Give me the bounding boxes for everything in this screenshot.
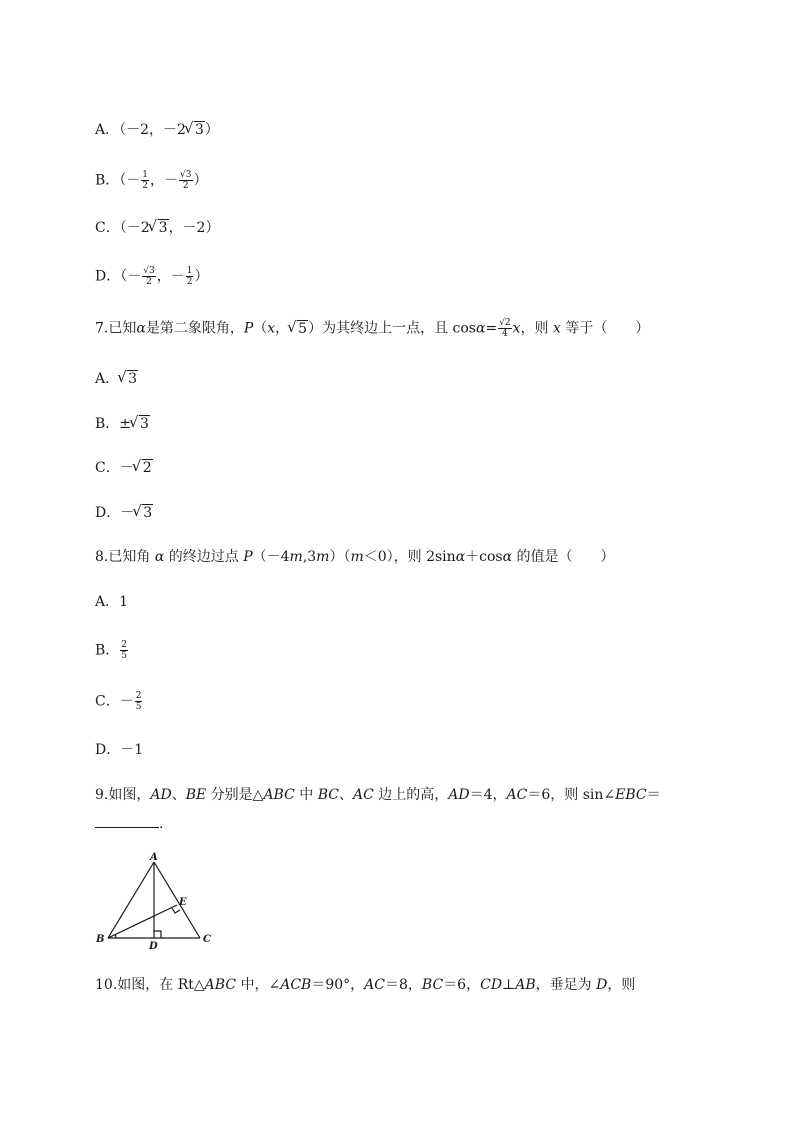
- var-m: m: [350, 549, 364, 565]
- q7-option-c: [95, 458, 153, 478]
- point-label-d: D: [149, 941, 158, 950]
- numerator: 2: [135, 691, 142, 701]
- var-p: P: [243, 320, 254, 337]
- stem-text: （: [253, 320, 268, 337]
- stem-text: 是第二象限角，: [145, 320, 244, 337]
- right-angle-mark-e: [172, 908, 180, 913]
- sqrt: [135, 503, 153, 523]
- q7-stem: [95, 318, 649, 339]
- option-label: A．: [95, 594, 120, 610]
- denominator: 2: [142, 181, 149, 191]
- stem-text: 9.如图，: [95, 787, 151, 803]
- point-label-a: A: [150, 852, 158, 863]
- radicand: 3: [140, 416, 149, 432]
- option-label: A．: [95, 371, 120, 387]
- denominator: 5: [135, 702, 142, 712]
- q7-option-b: [95, 414, 150, 434]
- q6-option-b: [95, 170, 208, 191]
- stem-text: ＝: [646, 787, 661, 803]
- var-alpha: α: [154, 549, 165, 565]
- radicand: 2: [142, 460, 152, 476]
- option-label: C．: [95, 460, 120, 476]
- var-ac: AC: [364, 977, 385, 993]
- stem-text: ＝6，则 sin∠: [527, 787, 616, 803]
- q8-option-a: [95, 592, 128, 612]
- option-text: （－: [120, 268, 142, 285]
- radicand: 3: [143, 505, 153, 521]
- var-ad: AD: [448, 787, 470, 803]
- stem-text: ,3: [302, 549, 317, 565]
- q6-option-c: [95, 218, 219, 238]
- stem-text: ＝4，: [469, 787, 507, 803]
- stem-text: =: [485, 320, 498, 337]
- q8-option-b: [95, 640, 129, 661]
- sqrt: [135, 458, 153, 478]
- sqrt: [132, 414, 150, 434]
- sqrt: [120, 369, 138, 389]
- option-label: C．: [95, 693, 120, 710]
- var-alpha: α: [136, 320, 146, 337]
- stem-text: ，垂足为: [535, 977, 597, 993]
- radicand: 5: [298, 320, 308, 337]
- option-text: ）: [204, 122, 219, 138]
- option-label: C．: [95, 220, 120, 236]
- q8-option-c: [95, 691, 143, 712]
- sqrt: [290, 319, 308, 339]
- sqrt: [151, 218, 169, 238]
- option-text: ，－: [150, 172, 179, 189]
- var-x: x: [553, 320, 561, 337]
- var-m: m: [289, 549, 303, 565]
- point-label-b: B: [96, 934, 105, 945]
- fraction: [120, 640, 128, 661]
- stem-text: 7.已知: [95, 320, 137, 337]
- stem-text: ＋cos: [465, 549, 503, 565]
- stem-text: ，则: [607, 977, 636, 993]
- option-label: D．: [95, 505, 121, 521]
- right-angle-mark-d: [154, 931, 161, 938]
- option-label: D．: [95, 268, 121, 285]
- option-text: ±: [119, 416, 132, 432]
- stem-text: 10.如图，在 Rt△: [95, 977, 205, 993]
- answer-blank: [95, 815, 159, 828]
- var-alpha: α: [475, 320, 486, 337]
- option-text: －1: [120, 742, 144, 758]
- stem-text: .: [159, 816, 164, 832]
- q8-option-d: [95, 740, 143, 760]
- numerator: 2: [121, 640, 128, 650]
- var-x: x: [512, 320, 521, 337]
- option-label: A．: [95, 122, 120, 138]
- q7-option-a: [95, 369, 138, 389]
- radicand: 3: [158, 220, 168, 236]
- numerator: √2: [499, 318, 511, 328]
- numerator: √3: [143, 266, 155, 276]
- var-p: P: [243, 549, 253, 565]
- stem-text: 的值是（ ）: [512, 549, 615, 565]
- var-be: BE: [185, 787, 207, 803]
- numerator: √3: [180, 170, 192, 180]
- sqrt: [187, 120, 205, 140]
- numerator: 1: [186, 266, 193, 276]
- q9-stem: [95, 785, 661, 805]
- stem-text: 边上的高，: [373, 787, 449, 803]
- stem-text: ＝8，: [385, 977, 422, 993]
- var-ab: AB: [515, 977, 536, 993]
- stem-text: 中，∠: [236, 977, 281, 993]
- stem-text: ＝6，: [443, 977, 481, 993]
- stem-text: 分别是△: [206, 787, 264, 803]
- denominator: 4: [502, 329, 508, 339]
- var-ad: AD: [150, 787, 172, 803]
- fraction: [135, 691, 143, 712]
- fraction: [498, 318, 511, 339]
- var-bc: BC: [421, 977, 444, 993]
- stem-text: ⊥: [502, 977, 516, 993]
- q6-option-d: [95, 266, 208, 287]
- var-acb: ACB: [280, 977, 312, 993]
- stem-text: 的终边过点: [164, 549, 244, 565]
- option-text: －: [119, 460, 134, 476]
- q7-option-d: [95, 503, 153, 523]
- q10-stem: [95, 975, 635, 995]
- stem-text: ）为其终边上一点，且 cos: [308, 320, 476, 337]
- numerator: 1: [142, 170, 149, 180]
- denominator: 2: [182, 181, 189, 191]
- q6-option-a: [95, 120, 219, 140]
- side-ac: [154, 862, 200, 938]
- denominator: 5: [121, 651, 128, 661]
- var-abc: ABC: [263, 787, 295, 803]
- q9-answer-blank: [95, 814, 163, 834]
- var-cd: CD: [480, 977, 503, 993]
- stem-text: 、: [171, 787, 186, 803]
- option-label: B．: [95, 172, 120, 189]
- radicand: 3: [194, 122, 204, 138]
- stem-text: 8.已知角: [95, 549, 155, 565]
- q8-stem: [95, 547, 615, 567]
- radicand: 3: [128, 371, 138, 387]
- stem-text: 、: [338, 787, 353, 803]
- stem-text: 等于（ ）: [560, 320, 650, 337]
- stem-text: ，则: [520, 320, 554, 337]
- var-bc: BC: [317, 787, 339, 803]
- stem-text: 中: [294, 787, 318, 803]
- stem-text: ＝90°，: [311, 977, 365, 993]
- var-alpha: α: [502, 549, 513, 565]
- stem-text: （－4: [252, 549, 290, 565]
- option-label: B．: [95, 416, 120, 432]
- option-text: ，－2）: [168, 220, 220, 236]
- option-text: （－2，－2: [119, 122, 186, 138]
- point-label-c: C: [203, 934, 211, 945]
- option-text: ，－: [156, 268, 185, 285]
- option-label: D．: [95, 742, 121, 758]
- triangle-figure: [92, 850, 222, 950]
- option-text: －: [119, 693, 134, 710]
- option-text: ）: [193, 172, 208, 189]
- var-ac: AC: [506, 787, 528, 803]
- var-abc: ABC: [204, 977, 237, 993]
- var-ebc: EBC: [615, 787, 647, 803]
- var-ac: AC: [352, 787, 374, 803]
- option-text: （－2: [119, 220, 150, 236]
- fraction: [179, 170, 192, 191]
- option-label: B．: [95, 642, 120, 659]
- stem-text: ）（: [329, 549, 351, 565]
- var-x: x: [267, 320, 276, 337]
- fraction: [142, 266, 155, 287]
- denominator: 2: [146, 277, 152, 287]
- var-m: m: [316, 549, 330, 565]
- var-alpha: α: [455, 549, 466, 565]
- fraction: [186, 266, 194, 287]
- stem-text: ＜0），则 2sin: [363, 549, 456, 565]
- option-text: －: [120, 505, 135, 521]
- denominator: 2: [186, 277, 193, 287]
- fraction: [141, 170, 149, 191]
- option-text: ）: [194, 268, 209, 285]
- option-text: 1: [119, 594, 129, 610]
- option-text: （－: [119, 172, 141, 189]
- var-d: D: [596, 977, 608, 993]
- stem-text: ，: [275, 320, 290, 337]
- point-label-e: E: [179, 897, 187, 908]
